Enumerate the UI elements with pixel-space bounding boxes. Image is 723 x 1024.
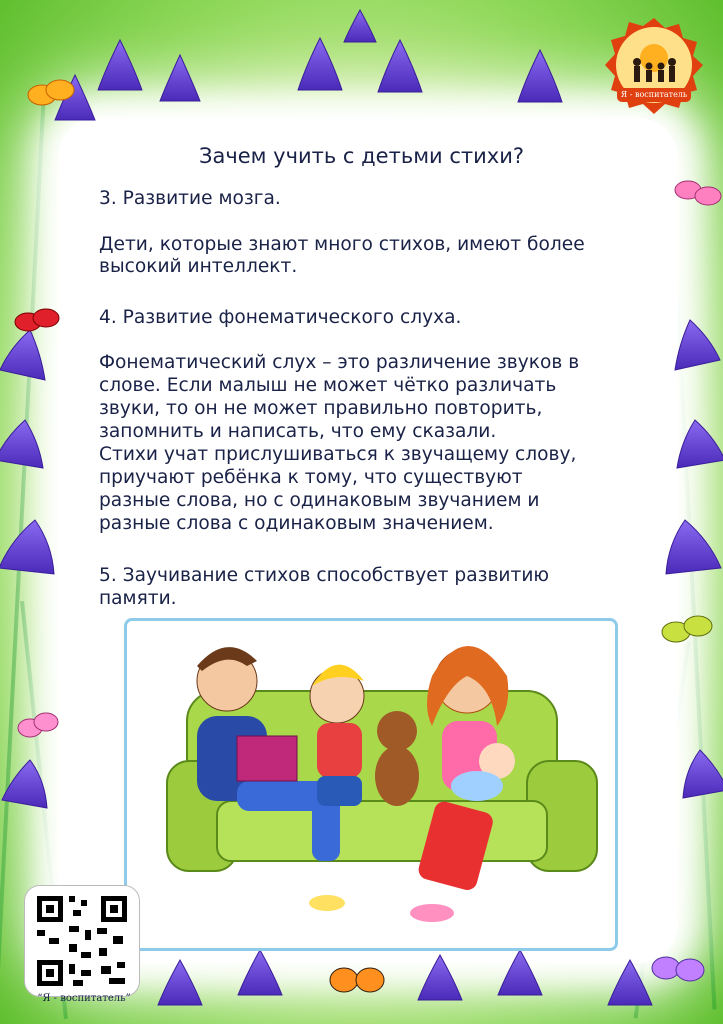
family-illustration bbox=[124, 618, 618, 951]
section-body-line: слове. Если малыш не может чётко различать bbox=[99, 375, 557, 396]
qr-code[interactable] bbox=[24, 885, 140, 997]
section-body-line: приучают ребёнка к тому, что существуют bbox=[99, 467, 523, 488]
section-body-line: памяти. bbox=[99, 588, 177, 609]
page-title: Зачем учить с детьми стихи? bbox=[198, 144, 525, 168]
section-heading: 5. Заучивание стихов способствует развитию bbox=[99, 565, 550, 586]
section-body-line: разные слова с одинаковым значением. bbox=[99, 513, 494, 534]
logo-text: Я - воспитатель bbox=[620, 90, 688, 99]
section-heading: 4. Развитие фонематического слуха. bbox=[99, 307, 462, 328]
logo-badge bbox=[603, 14, 705, 116]
section-body-line: Стихи учат прислушиваться к звучащему слову, bbox=[99, 444, 577, 465]
section-body-line: разные слова, но с одинаковым звучанием и bbox=[99, 490, 540, 511]
section-body-line: Фонематический слух – это различение звуков в bbox=[99, 352, 580, 373]
section-body-line: запомнить и написать, что ему сказали. bbox=[99, 421, 497, 442]
qr-caption: “Я - воспитатель” bbox=[37, 993, 131, 1004]
section-body-line: Дети, которые знают много стихов, имеют более bbox=[99, 234, 585, 255]
section-body-line: звуки, то он не может правильно повторить, bbox=[99, 398, 543, 419]
section-heading: 3. Развитие мозга. bbox=[99, 188, 281, 209]
section-body-line: высокий интеллект. bbox=[99, 256, 298, 277]
